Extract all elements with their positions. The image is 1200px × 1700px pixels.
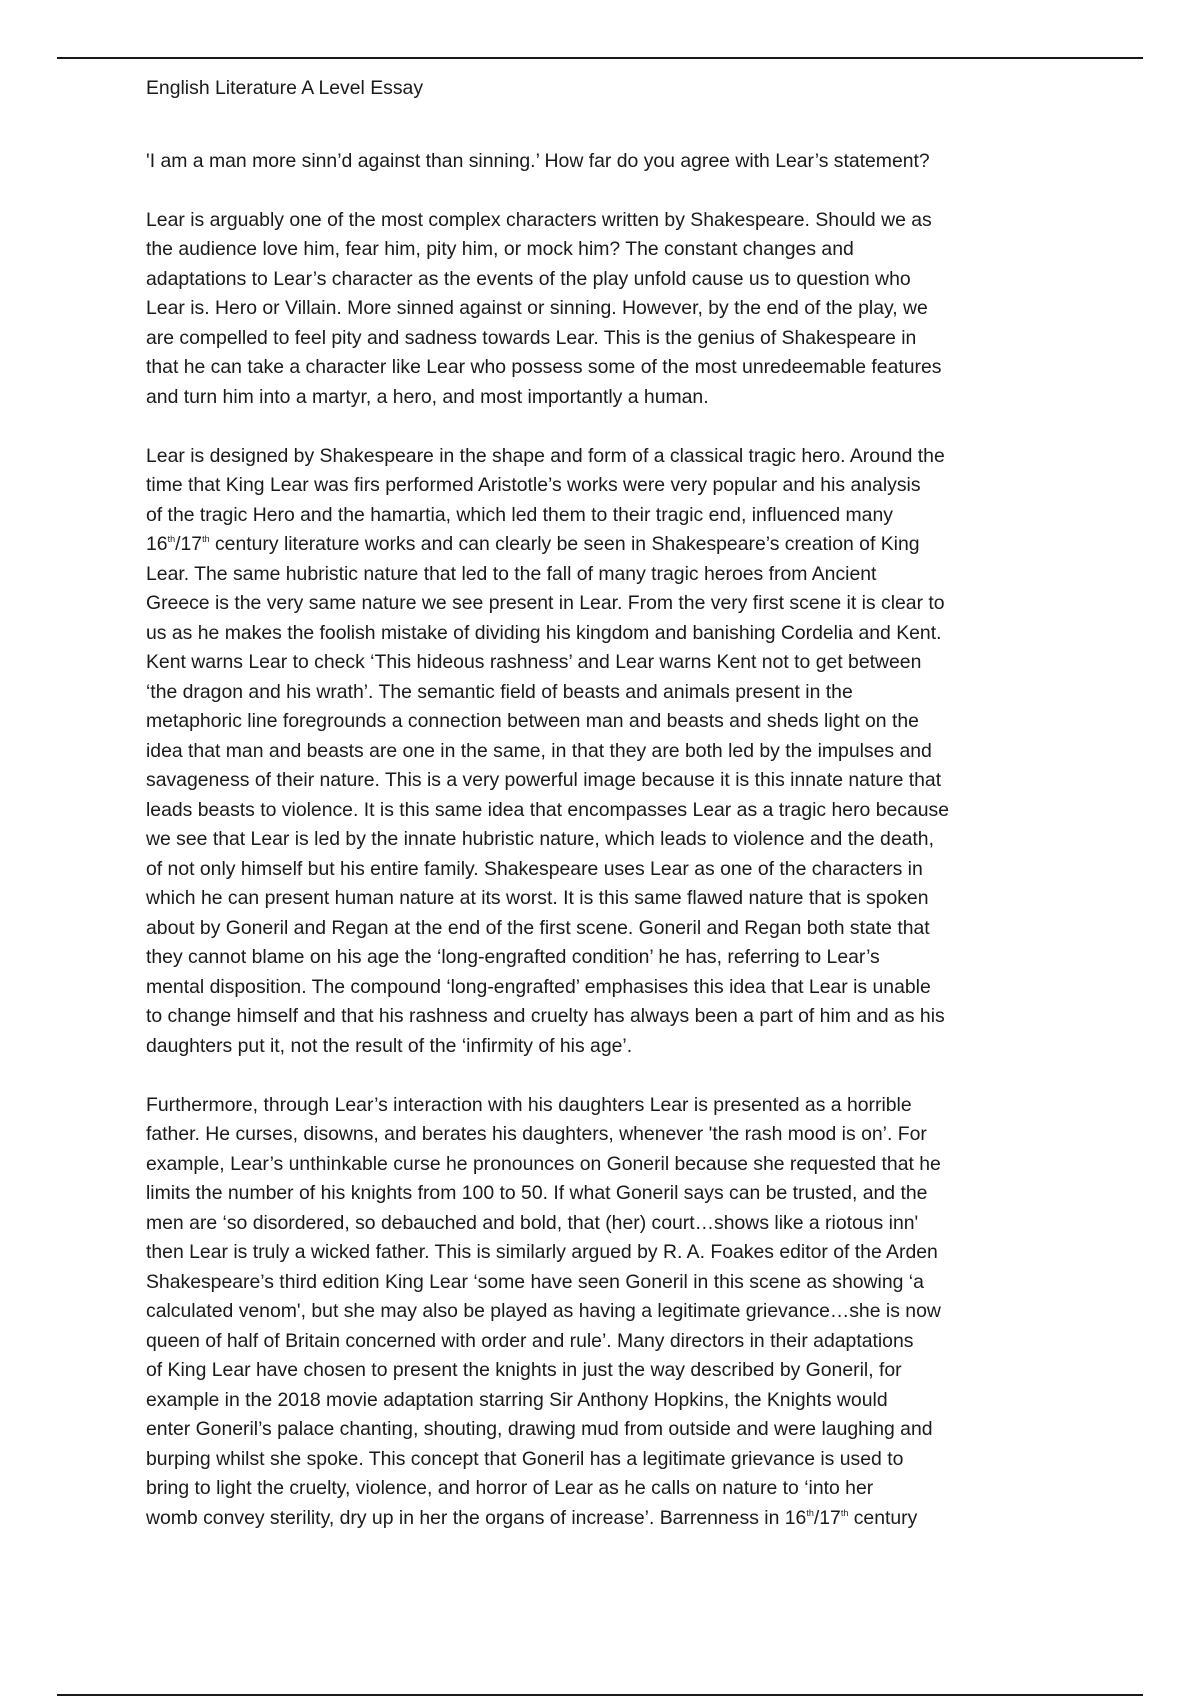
text-line: are compelled to feel pity and sadness towards Lear. This is the genius of Shakespeare in bbox=[146, 326, 917, 349]
text-line: Kent warns Lear to check ‘This hideous rashness’ and Lear warns Kent not to get between bbox=[146, 651, 922, 673]
text-line: that he can take a character like Lear who possess some of the most unredeemable features bbox=[146, 356, 942, 378]
text-line: ‘the dragon and his wrath’. The semantic field of beasts and animals present in the bbox=[146, 680, 853, 703]
line-text: /17 bbox=[175, 533, 203, 555]
text-line: adaptations to Lear’s character as the events of the play unfold cause us to question who bbox=[146, 267, 911, 290]
text-line: of not only himself but his entire family. Shakespeare uses Lear as one of the characters in bbox=[146, 857, 923, 880]
text-line: queen of half of Britain concerned with order and rule’. Many directors in their adaptations bbox=[146, 1329, 914, 1352]
document-page bbox=[146, 74, 1066, 1563]
text-line: they cannot blame on his age the ‘long-engrafted condition’ he has, referring to Lear’s bbox=[146, 946, 880, 968]
document-header: English Literature A Level Essay bbox=[146, 77, 424, 99]
line-text: 16 bbox=[146, 533, 168, 555]
text-line: us as he makes the foolish mistake of dividing his kingdom and banishing Cordelia and Kent. bbox=[146, 621, 942, 644]
essay-question: 'I am a man more sinn’d against than sinning.’ How far do you agree with Lear’s statement? bbox=[146, 149, 930, 172]
text-line: bring to light the cruelty, violence, and horror of Lear as he calls on nature to ‘into her bbox=[146, 1477, 874, 1499]
text-line-with-superscript bbox=[146, 530, 1066, 560]
text-line: of the tragic Hero and the hamartia, which led them to their tragic end, influenced many bbox=[146, 503, 893, 526]
text-line: Lear is. Hero or Villain. More sinned against or sinning. However, by the end of the play, we bbox=[146, 297, 928, 319]
text-line: time that King Lear was firs performed Aristotle’s works were very popular and his analysis bbox=[146, 474, 921, 496]
text-line: men are ‘so disordered, so debauched and bold, that (her) court…shows like a riotous inn' bbox=[146, 1211, 919, 1234]
text-line-with-superscript bbox=[146, 1504, 1066, 1534]
text-line: which he can present human nature at its worst. It is this same flawed nature that is spoken bbox=[146, 887, 929, 909]
text-line: burping whilst she spoke. This concept that Goneril has a legitimate grievance is used to bbox=[146, 1447, 904, 1470]
header-rule bbox=[57, 57, 1143, 59]
text-line: then Lear is truly a wicked father. This is similarly argued by R. A. Foakes editor of the Arden bbox=[146, 1241, 938, 1263]
paragraph-1 bbox=[146, 206, 1066, 413]
line-text: /17 bbox=[813, 1506, 841, 1529]
text-line: about by Goneril and Regan at the end of the first scene. Goneril and Regan both state that bbox=[146, 916, 930, 939]
superscript: th bbox=[167, 534, 176, 544]
text-line: idea that man and beasts are one in the same, in that they are both led by the impulses and bbox=[146, 739, 932, 762]
text-line: calculated venom', but she may also be played as having a legitimate grievance…she is now bbox=[146, 1300, 941, 1322]
line-text: century literature works and can clearly be seen in Shakespeare’s creation of King bbox=[209, 533, 920, 555]
text-line: of King Lear have chosen to present the knights in just the way described by Goneril, for bbox=[146, 1359, 902, 1381]
text-line: we see that Lear is led by the innate hubristic nature, which leads to violence and the death, bbox=[146, 828, 934, 850]
text-line: example in the 2018 movie adaptation starring Sir Anthony Hopkins, the Knights would bbox=[146, 1388, 888, 1411]
text-line: savageness of their nature. This is a very powerful image because it is this innate nature that bbox=[146, 769, 942, 791]
text-line: Shakespeare’s third edition King Lear ‘some have seen Goneril in this scene as showing ‘a bbox=[146, 1270, 924, 1293]
line-text: womb convey sterility, dry up in her the organs of increase’. Barrenness in 16 bbox=[146, 1506, 807, 1529]
text-line: enter Goneril’s palace chanting, shouting, drawing mud from outside and were laughing and bbox=[146, 1418, 933, 1440]
text-line: and turn him into a martyr, a hero, and most importantly a human. bbox=[146, 385, 709, 408]
text-line: metaphoric line foregrounds a connection between man and beasts and sheds light on the bbox=[146, 710, 919, 732]
text-line: the audience love him, fear him, pity him, or mock him? The constant changes and bbox=[146, 238, 854, 260]
text-line: mental disposition. The compound ‘long-engrafted’ emphasises this idea that Lear is unable bbox=[146, 975, 931, 998]
footer-rule bbox=[57, 1694, 1143, 1696]
text-line: Lear is arguably one of the most complex characters written by Shakespeare. Should we as bbox=[146, 208, 932, 231]
text-line: Furthermore, through Lear’s interaction with his daughters Lear is presented as a horrible bbox=[146, 1093, 912, 1116]
superscript: th bbox=[202, 534, 210, 544]
superscript: th bbox=[806, 1507, 814, 1518]
text-line: limits the number of his knights from 100 to 50. If what Goneril says can be trusted, and the bbox=[146, 1182, 928, 1204]
paragraph-2 bbox=[146, 442, 1066, 1062]
text-line: daughters put it, not the result of the ‘infirmity of his age’. bbox=[146, 1034, 633, 1057]
line-text: century bbox=[848, 1506, 918, 1529]
text-line: leads beasts to violence. It is this same idea that encompasses Lear as a tragic hero because bbox=[146, 798, 950, 821]
text-line: to change himself and that his rashness and cruelty has always been a part of him and as his bbox=[146, 1005, 945, 1027]
superscript: th bbox=[840, 1507, 849, 1518]
text-line: Lear is designed by Shakespeare in the shape and form of a classical tragic hero. Around the bbox=[146, 444, 945, 467]
paragraph-3 bbox=[146, 1091, 1066, 1534]
text-line: father. He curses, disowns, and berates his daughters, whenever 'the rash mood is on’. For bbox=[146, 1123, 927, 1145]
text-line: Greece is the very same nature we see present in Lear. From the very first scene it is clear to bbox=[146, 592, 945, 614]
text-line: example, Lear’s unthinkable curse he pronounces on Goneril because she requested that he bbox=[146, 1152, 941, 1175]
text-line: Lear. The same hubristic nature that led to the fall of many tragic heroes from Ancient bbox=[146, 562, 877, 585]
